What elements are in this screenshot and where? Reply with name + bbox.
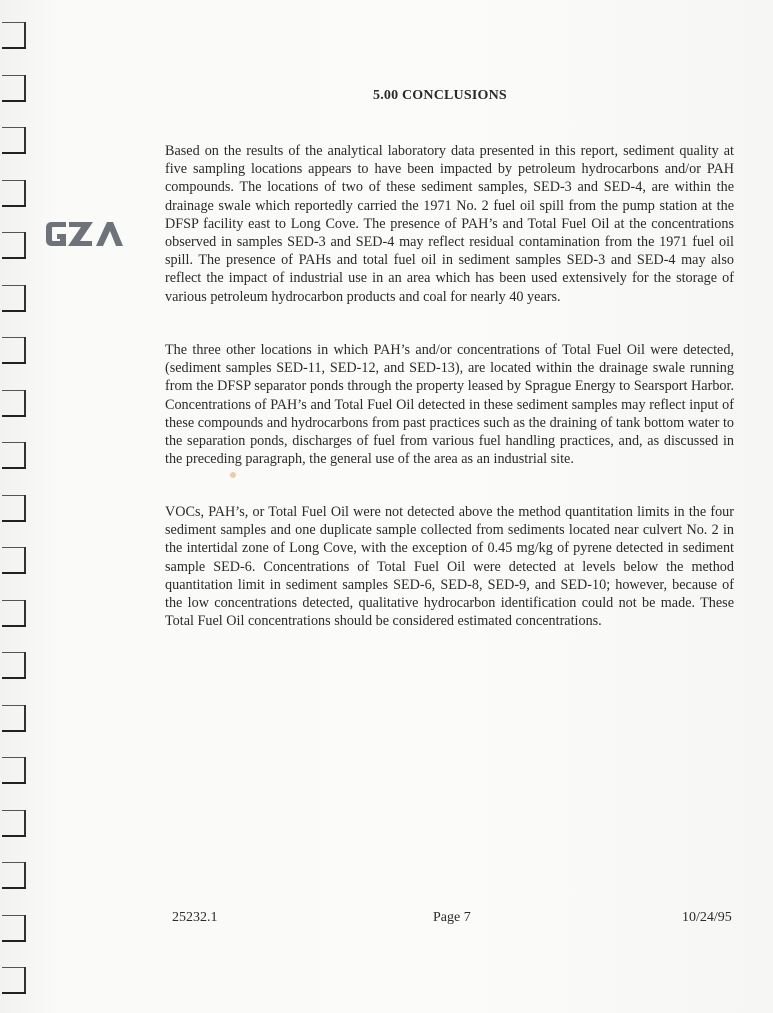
binding-ring: [2, 810, 26, 840]
binding-ring: [2, 337, 26, 367]
binding-ring: [2, 600, 26, 630]
binding-ring: [2, 127, 26, 157]
spiral-binding: [0, 0, 30, 1013]
binding-ring: [2, 442, 26, 472]
binding-ring: [2, 390, 26, 420]
binding-ring: [2, 862, 26, 892]
binding-ring: [2, 285, 26, 315]
section-heading: 5.00 CONCLUSIONS: [373, 88, 507, 103]
binding-ring: [2, 757, 26, 787]
paragraph-1: Based on the results of the analytical laboratory data presented in this report, sediment quality at five sampling locations appears to have been impacted by petroleum hydrocarbons and/or PAH compounds. The locations of two of these sediment samples, SED-3 and SED-4, are within the drainage swale which reportedly carried the 1971 No. 2 fuel oil spill from the pump station at the DFSP facility east to Long Cove. The presence of PAH’s and Total Fuel Oil at the concentrations observed in samples SED-3 and SED-4 may reflect residual contamination from the 1971 fuel oil spill. The presence of PAHs and total fuel oil in sediment samples SED-3 and SED-4 may also reflect the impact of industrial use in an area which has been used extensively for the storage of various petroleum hydrocarbon products and coal for nearly 40 years.: [165, 143, 734, 305]
binding-ring: [2, 495, 26, 525]
binding-ring: [2, 547, 26, 577]
paragraph-2: The three other locations in which PAH’s and/or concentrations of Total Fuel Oil were detected, (sediment samples SED-11, SED-12, and SED-13), are located within the drainage swale running from the DFSP separator ponds through the property leased by Sprague Energy to Searsport Harbor. Concentrations of PAH’s and Total Fuel Oil detected in these sediment samples may reflect input of these compounds and hydrocarbons from past practices such as the draining of tank bottom water to the separation ponds, discharges of fuel from various fuel handling practices, and, as discussed in the preceding paragraph, the general use of the area as an industrial site.: [165, 342, 734, 468]
binding-ring: [2, 915, 26, 945]
footer-date: 10/24/95: [682, 910, 732, 925]
paper-speck: [230, 472, 236, 478]
binding-ring: [2, 967, 26, 997]
paragraph-3: VOCs, PAH’s, or Total Fuel Oil were not detected above the method quantitation limits in the four sediment samples and one duplicate sample collected from sediments located near culvert No. 2 in the intertidal zone of Long Cove, with the exception of 0.45 mg/kg of pyrene detected in sediment sample SED-6. Concentrations of Total Fuel Oil were detected at levels below the method quantitation limit in sediment samples SED-6, SED-8, SED-9, and SED-10; however, because of the low concentrations detected, qualitative hydrocarbon identification could not be made. These Total Fuel Oil concentrations should be considered estimated concentrations.: [165, 504, 734, 630]
footer-page-number: Page 7: [433, 910, 471, 925]
footer-doc-number: 25232.1: [172, 910, 218, 925]
binding-ring: [2, 652, 26, 682]
binding-ring: [2, 75, 26, 105]
gza-logo: [44, 216, 124, 252]
binding-ring: [2, 180, 26, 210]
binding-ring: [2, 22, 26, 52]
binding-ring: [2, 232, 26, 262]
binding-ring: [2, 705, 26, 735]
